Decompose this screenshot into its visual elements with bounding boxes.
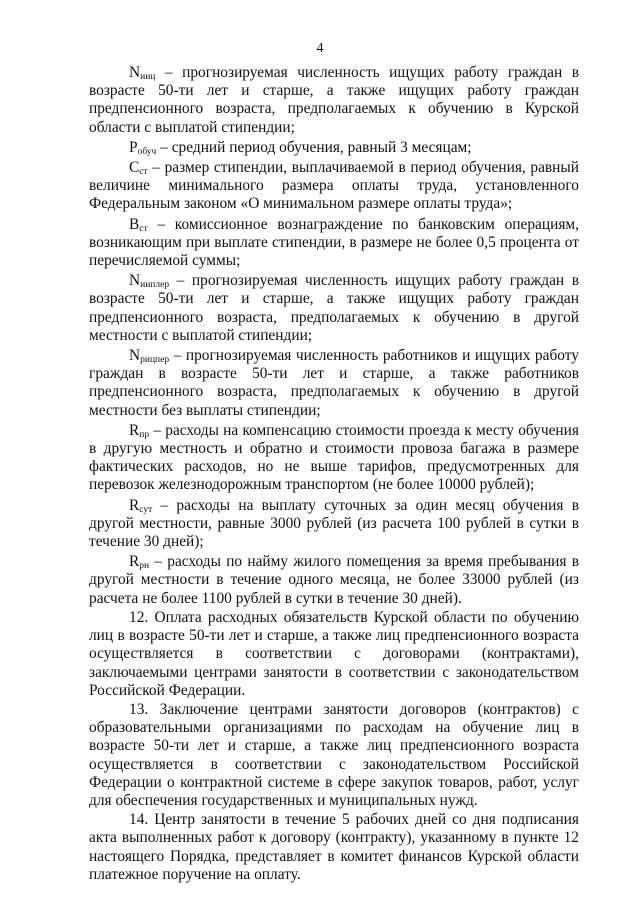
body-text	[89, 64, 579, 884]
symbol: N	[129, 347, 141, 365]
clause-14: 14. Центр занятости в течение 5 рабочих дней со дня подписания акта выполненных работ к договору (контракту), указанному в пункте 12 настоящего Порядка, представляет в комитет финансов Курской области платежное поручение на оплату.	[89, 811, 579, 883]
symbol: R	[129, 421, 140, 439]
symbol: R	[129, 496, 140, 514]
symbol: N	[129, 272, 141, 290]
definition-item	[89, 216, 579, 271]
page-number: 4	[316, 41, 324, 56]
definition-text: – прогнозируемая численность ищущих работу граждан в возрасте 50-ти лет и старше, а также ищущих работу граждан предпенсионного возраста, предполагаемых к обучению в Курской области с выплатой стипендии;	[89, 64, 579, 136]
definition-item	[89, 422, 579, 495]
definition-text: – комиссионное вознаграждение по банковским операциям, возникающим при выплате стипендии, в размере не более 0,5 процента от перечисляемой суммы;	[89, 215, 579, 270]
definition-text: – размер стипендии, выплачиваемой в период обучения, равный величине минимального размера оплаты труда, установленного Федеральным законом «О минимальном размере оплаты труда»;	[89, 159, 579, 213]
symbol: C	[129, 159, 140, 177]
symbol: B	[129, 215, 140, 233]
definition-text: – средний период обучения, равный 3 месяцам;	[156, 138, 472, 156]
symbol-subscript: пр	[139, 429, 150, 440]
definition-text: – расходы по найму жилого помещения за время пребывания в другой местности в течение одного месяца, не более 33000 рублей (из расчета не более 1100 рублей в сутки в течение 30 дней).	[89, 553, 579, 607]
symbol: R	[129, 553, 140, 571]
symbol-subscript: обуч	[137, 146, 157, 157]
symbol: P	[129, 138, 138, 156]
clause-13: 13. Заключение центрами занятости договоров (контрактов) с образовательными организациями по расходам на обучение лиц в возрасте 50-ти лет и старше, а также лиц предпенсионного возраста осуществляется в соответствии с законодательством Российской Федерации о контрактной системе в сфере закупок товаров, работ, услуг для обеспечения государственных и муниципальных нужд.	[89, 700, 579, 809]
symbol-subscript: сут	[139, 504, 153, 515]
symbol: N	[129, 64, 141, 81]
symbol-subscript: рицпер	[140, 355, 170, 366]
definition-text: – расходы на выплату суточных за один месяц обучения в другой местности, равные 3000 рублей (из расчета 100 рублей в сутки в течение 30 дней);	[89, 496, 579, 551]
definition-text: – прогнозируемая численность работников и ищущих работу граждан в возрасте 50-ти лет и старше, а также работников предпенсионного возраста, предполагаемых к обучению в другой местности без выплаты стипендии;	[89, 347, 579, 419]
symbol-subscript: ст	[139, 223, 148, 234]
definition-item	[89, 64, 579, 137]
clause-12: 12. Оплата расходных обязательств Курской области по обучению лиц в возрасте 50-ти лет и старше, а также лиц предпенсионного возраста осуществляется в соответствии с договорами (контрактами), заключаемыми центрами занятости в соответствии с законодательством Российской Федерации.	[89, 608, 579, 699]
symbol-subscript: ииплер	[140, 280, 170, 291]
symbol-subscript: ииц	[140, 72, 156, 82]
definition-item	[89, 497, 579, 552]
symbol-subscript: ст	[139, 167, 148, 178]
definition-item	[89, 159, 579, 214]
symbol-subscript: рн	[139, 561, 150, 572]
definition-item	[89, 139, 579, 157]
definition-item	[89, 272, 579, 345]
definition-text: – расходы на компенсацию стоимости проезда к месту обучения в другую местность и обратно и стоимости провоза багажа в размере фактических расходов, но не выше тарифов, предусмотренных для перевозок железнодорожным транспортом (не более 10000 рублей);	[89, 421, 579, 494]
definition-item	[89, 347, 579, 420]
definition-text: – прогнозируемая численность ищущих работу граждан в возрасте 50-ти лет и старше, а также ищущих работу граждан предпенсионного возраста, предполагаемых к обучению в другой местности с выплатой стипендии;	[89, 272, 579, 344]
definition-item	[89, 553, 579, 608]
